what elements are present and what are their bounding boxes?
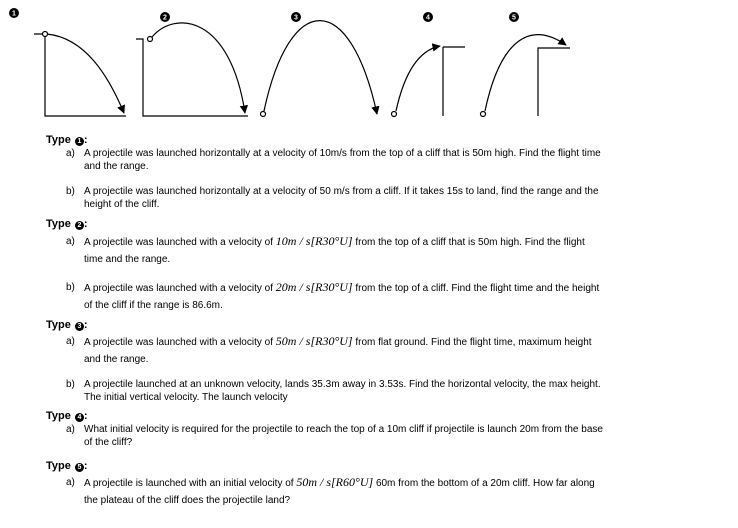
type-2-heading: Type 2 : <box>46 218 88 230</box>
type-4-heading: Type 4 : <box>46 410 88 422</box>
diagram-1 <box>34 32 126 117</box>
diagram-number-2 <box>160 12 170 22</box>
velocity-expression: 50m / s[R60°U] <box>296 475 374 489</box>
svg-text:2: 2 <box>163 14 167 22</box>
diagram-number-3 <box>291 12 301 22</box>
type-number-badge: 5 <box>75 463 84 472</box>
question-2b: b) A projectile was launched with a velocity of 20m / s[R30°U] from the top of a cliff. Find the flight time and the height of the cliff if the range is 86.6m. <box>66 280 600 311</box>
diagram-3 <box>261 21 378 117</box>
velocity-expression: 20m / s[R30°U] <box>275 280 353 294</box>
type-4-section <box>46 409 726 449</box>
question-5a: a) A projectile is launched with an initial velocity of 50m / s[R60°U] 60m from the bottom of a 20m cliff. How far along the plateau of the cliff does the projectile land? <box>66 475 595 506</box>
type-3-heading: Type 3 : <box>46 319 88 331</box>
type-5-section <box>46 459 726 509</box>
svg-text:1: 1 <box>12 10 16 18</box>
type-number-badge: 1 <box>75 137 84 146</box>
question-3b: b) A projectile launched at an unknown velocity, lands 35.3m away in 3.53s. Find the horizontal velocity, the max height. The initial vertical velocity. The launch velocity <box>66 379 601 403</box>
question-3a: a) A projectile was launched with a velocity of 50m / s[R30°U] from flat ground. Find the flight time, maximum height and the range. <box>66 334 592 365</box>
diagram-4 <box>392 46 466 117</box>
velocity-expression: 50m / s[R30°U] <box>275 334 353 348</box>
type-1-heading: Type 1 : <box>46 134 88 146</box>
diagram-number-4 <box>423 12 433 22</box>
question-2a: a) A projectile was launched with a velocity of 10m / s[R30°U] from the top of a cliff that is 50m high. Find the flight time and the range. <box>66 234 585 265</box>
diagram-number-1 <box>9 8 19 18</box>
type-number-badge: 2 <box>75 221 84 230</box>
question-1a: a) A projectile was launched horizontally at a velocity of 10m/s from the top of a cliff that is 50m high. Find the flight time and the range. <box>66 148 601 172</box>
svg-text:3: 3 <box>294 14 298 22</box>
question-4a: a) What initial velocity is required for the projectile to reach the top of a 10m cliff if projectile is launch 20m from the base of the cliff? <box>66 424 603 448</box>
svg-text:4: 4 <box>426 14 430 22</box>
type-2-section <box>46 217 726 314</box>
type-3-section <box>46 318 726 404</box>
diagram-number-5 <box>509 12 519 22</box>
type-number-badge: 3 <box>75 322 84 331</box>
type-number-badge: 4 <box>75 413 84 422</box>
diagram-5 <box>481 35 571 117</box>
type-1-section <box>46 133 726 211</box>
projectile-diagrams <box>0 0 738 125</box>
question-1b: b) A projectile was launched horizontally at a velocity of 50 m/s from a cliff. If it takes 15s to land, find the range and the height of the cliff. <box>66 186 599 210</box>
type-5-heading: Type 5 : <box>46 460 88 472</box>
diagram-2 <box>136 23 248 116</box>
velocity-expression: 10m / s[R30°U] <box>275 234 353 248</box>
svg-text:5: 5 <box>512 14 516 22</box>
